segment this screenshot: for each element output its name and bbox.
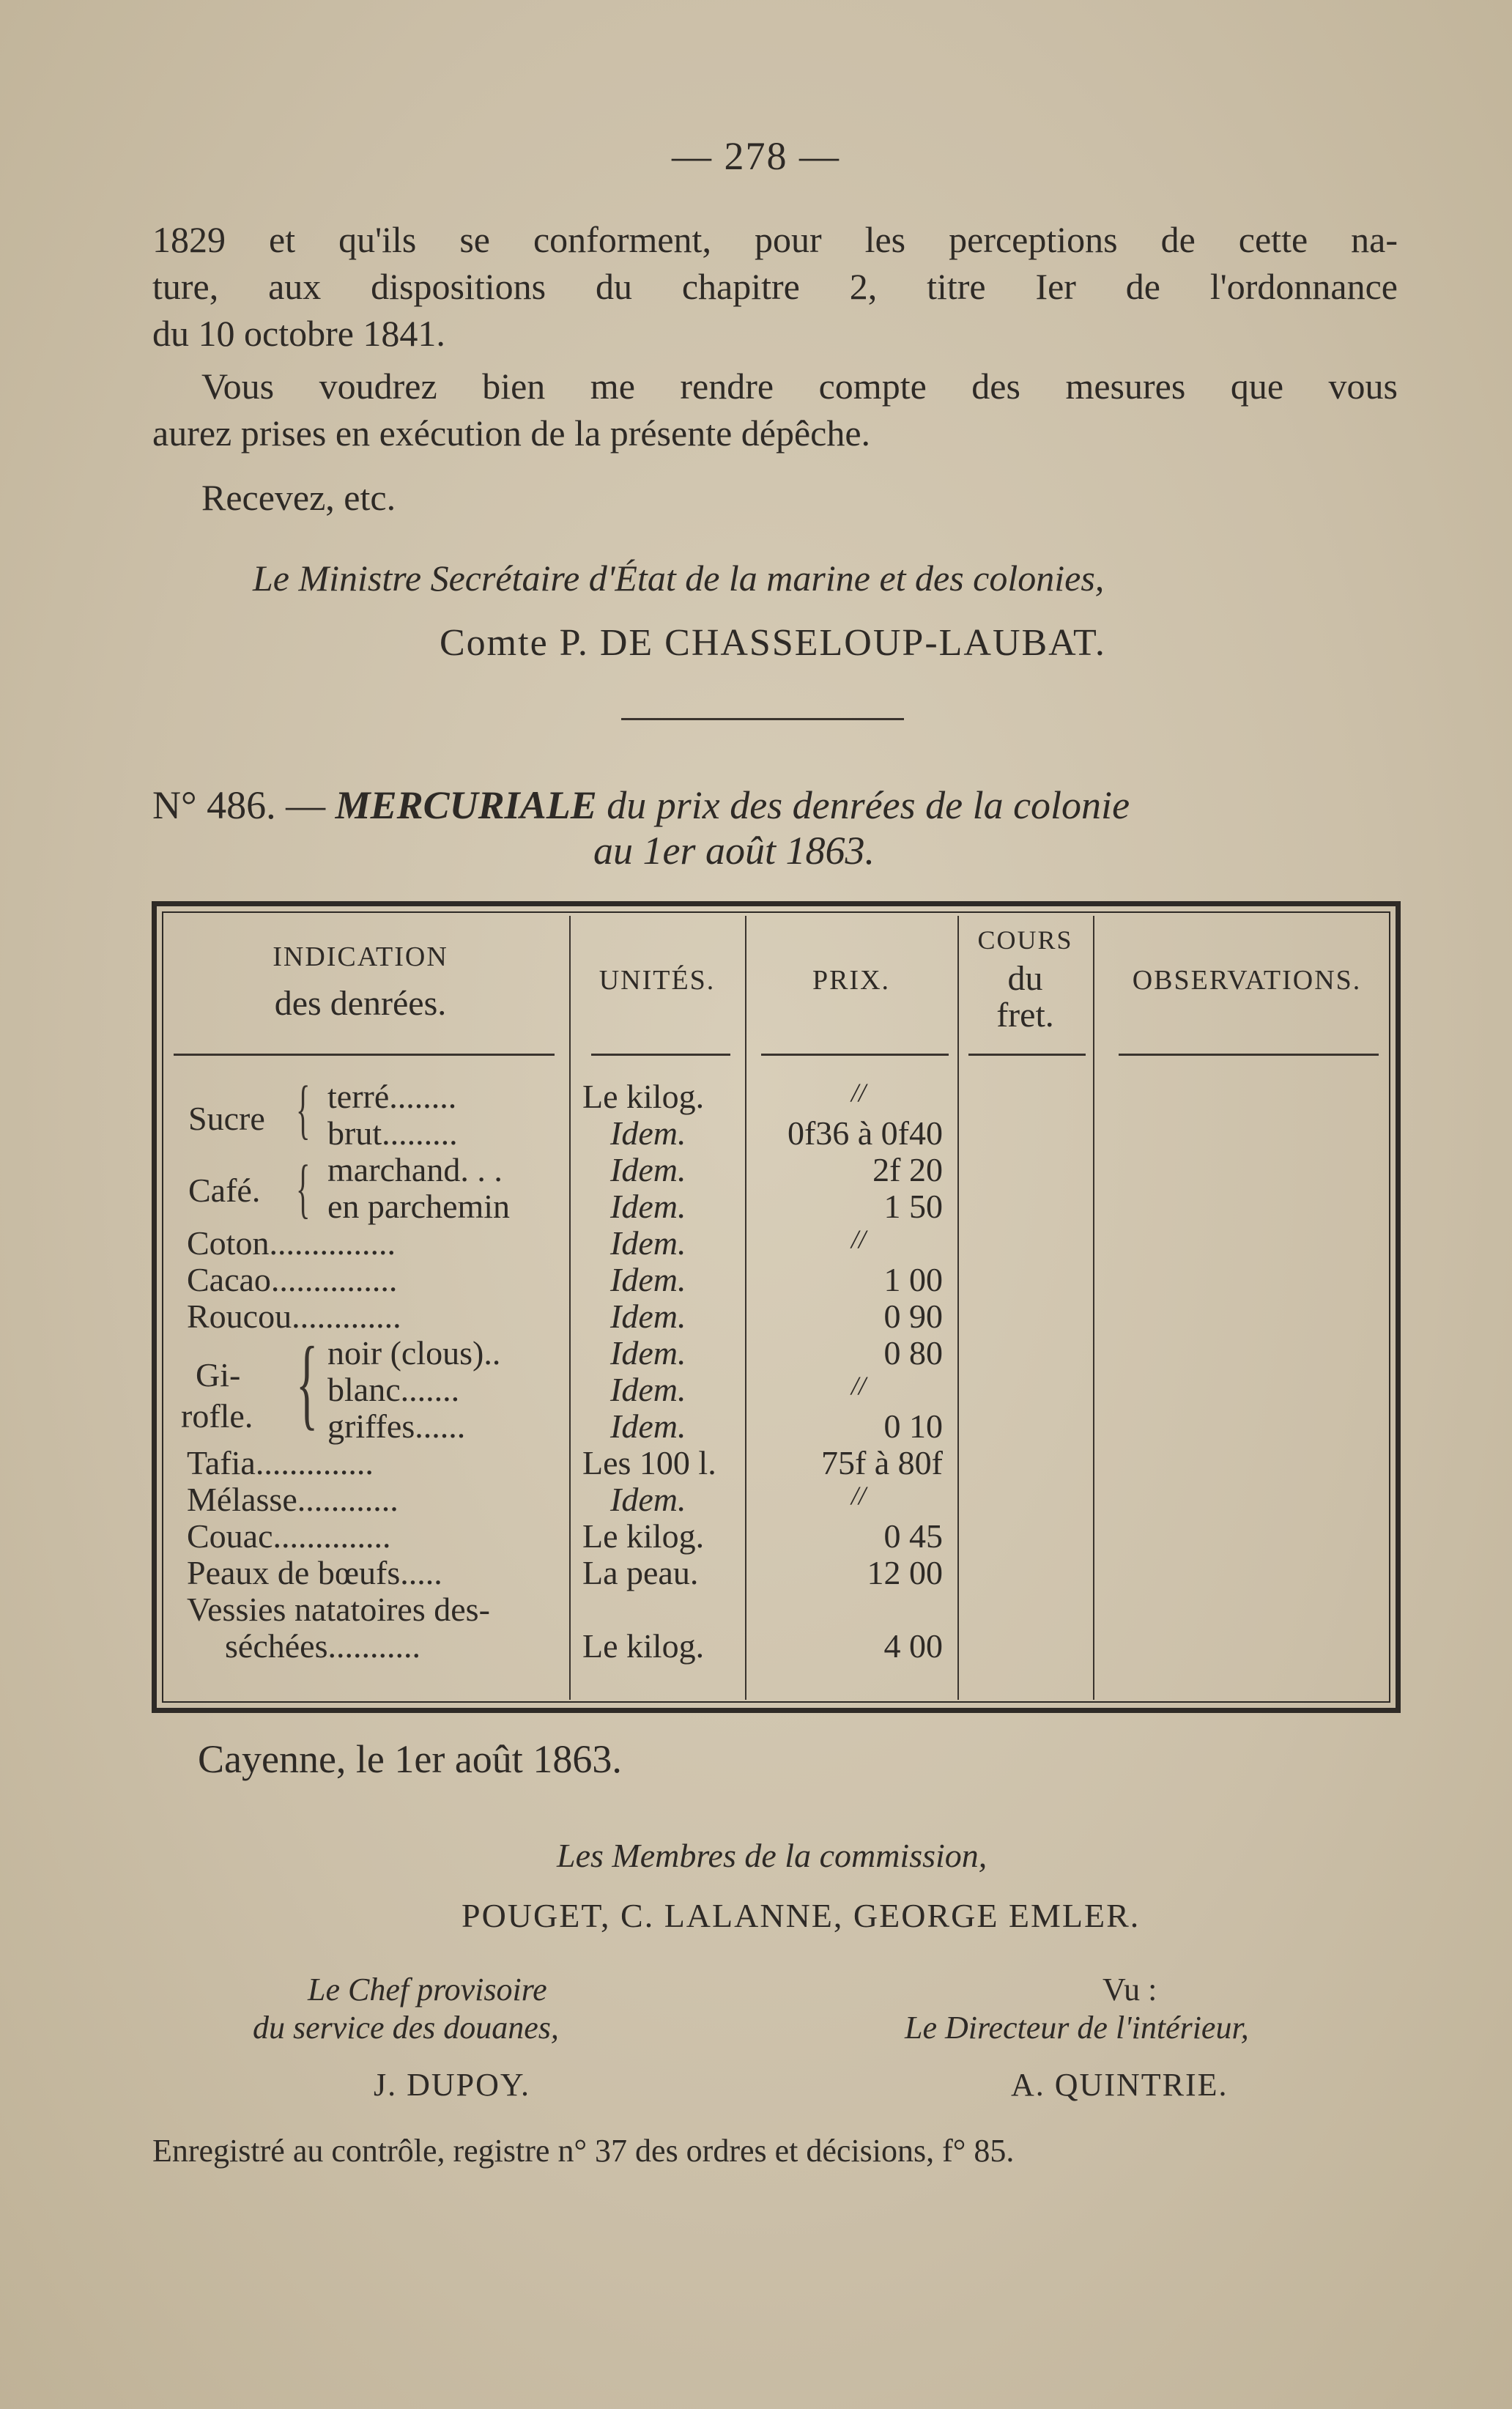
table-row-unit: Idem. — [610, 1334, 686, 1372]
brace-sucre: { — [296, 1073, 311, 1146]
group-label-girofle: rofle. — [181, 1397, 253, 1435]
table-row-price: 0 10 — [883, 1407, 943, 1445]
table-row-price: 12 00 — [867, 1554, 943, 1591]
header-cours-du: du — [1007, 959, 1043, 998]
table-row-label: Vessies natatoires des- — [187, 1591, 490, 1628]
column-divider — [1093, 916, 1094, 1700]
right-signatory-title: Le Directeur de l'intérieur, — [905, 2010, 1249, 2046]
commission-members: POUGET, C. LALANNE, GEORGE EMLER. — [462, 1897, 1141, 1934]
table-row-label: Tafia.............. — [187, 1444, 374, 1481]
heading-keyword: MERCURIALE — [335, 783, 597, 827]
table-row-label: Cacao............... — [187, 1261, 398, 1298]
table-row-unit: Le kilog. — [582, 1078, 705, 1115]
table-row-label: terré........ — [327, 1078, 457, 1115]
header-rule — [761, 1054, 949, 1056]
right-signatory-name: A. QUINTRIE. — [1011, 2067, 1228, 2103]
table-row-price: // — [851, 1078, 867, 1107]
table-row-label: marchand. . . — [327, 1151, 503, 1188]
table-row-price: 1 50 — [883, 1188, 943, 1225]
table-row-unit: Le kilog. — [582, 1627, 705, 1665]
table-row-label: Coton............... — [187, 1224, 396, 1262]
table-row-unit: Idem. — [610, 1481, 686, 1518]
table-row-unit: Idem. — [610, 1224, 686, 1262]
header-indication: INDICATION — [273, 941, 448, 972]
table-row-unit: Idem. — [610, 1407, 686, 1445]
brace-cafe: { — [296, 1152, 311, 1225]
table-row-unit: Idem. — [610, 1114, 686, 1152]
table-row-price: 0f36 à 0f40 — [787, 1114, 943, 1152]
table-row-price: 1 00 — [883, 1261, 943, 1298]
header-denrees: des denrées. — [274, 984, 447, 1023]
table-row-label: Roucou............. — [187, 1298, 401, 1335]
minister-name: Comte P. DE CHASSELOUP-LAUBAT. — [440, 622, 1106, 664]
table-row-label: blanc....... — [327, 1371, 460, 1408]
price-table — [152, 901, 1401, 1713]
table-row-label: Peaux de bœufs..... — [187, 1554, 442, 1591]
commission-title: Les Membres de la commission, — [557, 1837, 987, 1874]
table-row-price: // — [851, 1481, 867, 1510]
table-row-label: brut......... — [327, 1114, 458, 1152]
brace-girofle: { — [296, 1326, 319, 1440]
page-number: — 278 — — [672, 134, 840, 178]
registration-note: Enregistré au contrôle, registre n° 37 des ordres et décisions, f° 85. — [152, 2133, 1015, 2169]
group-label-cafe: Café. — [188, 1172, 261, 1209]
body-line: 1829 et qu'ils se conforment, pour les perceptions de cette na- — [152, 219, 1398, 260]
body-line: ture, aux dispositions du chapitre 2, titre Ier de l'ordonnance — [152, 266, 1398, 307]
heading-dash: — — [286, 783, 326, 827]
table-row-unit: Idem. — [610, 1298, 686, 1335]
table-row-unit: Idem. — [610, 1261, 686, 1298]
place-date: Cayenne, le 1er août 1863. — [198, 1737, 622, 1781]
table-row-unit: Le kilog. — [582, 1517, 705, 1555]
group-label-sucre: Sucre — [188, 1100, 265, 1137]
table-row-label: séchées........... — [225, 1627, 420, 1665]
minister-title: Le Ministre Secrétaire d'État de la marine et des colonies, — [253, 558, 1105, 599]
column-divider — [569, 916, 571, 1700]
table-row-label: Couac.............. — [187, 1517, 391, 1555]
closing-formula: Recevez, etc. — [201, 477, 396, 518]
header-observations: OBSERVATIONS. — [1132, 965, 1362, 996]
table-row-price: 0 45 — [883, 1517, 943, 1555]
header-rule — [591, 1054, 730, 1056]
body-line: aurez prises en exécution de la présente dépêche. — [152, 412, 871, 454]
table-row-unit: Idem. — [610, 1188, 686, 1225]
table-row-price: 0 90 — [883, 1298, 943, 1335]
header-rule — [1119, 1054, 1379, 1056]
body-line: Vous voudrez bien me rendre compte des mesures que vous — [201, 366, 1398, 407]
table-row-price: 2f 20 — [872, 1151, 943, 1188]
heading-rest: du prix des denrées de la colonie — [607, 783, 1130, 827]
group-label-girofle: Gi- — [196, 1356, 241, 1394]
table-row-unit: La peau. — [582, 1554, 699, 1591]
left-signatory-title: du service des douanes, — [253, 2010, 559, 2046]
table-row-price: // — [851, 1224, 867, 1254]
header-rule — [174, 1054, 555, 1056]
document-heading — [152, 782, 1130, 828]
heading-date: au 1er août 1863. — [593, 829, 875, 873]
table-row-unit: Les 100 l. — [582, 1444, 716, 1481]
header-rule — [968, 1054, 1086, 1056]
table-row-label: Mélasse............ — [187, 1481, 399, 1518]
table-row-unit: Idem. — [610, 1371, 686, 1408]
right-signatory-title: Vu : — [1102, 1972, 1157, 2008]
header-cours: COURS — [977, 925, 1073, 955]
table-row-label: en parchemin — [327, 1188, 511, 1225]
left-signatory-title: Le Chef provisoire — [308, 1972, 547, 2008]
header-cours-fret: fret. — [996, 996, 1054, 1035]
header-prix: PRIX. — [812, 965, 891, 996]
table-row-price: 75f à 80f — [820, 1444, 943, 1481]
header-unites: UNITÉS. — [598, 965, 716, 996]
table-row-price: // — [851, 1371, 867, 1400]
document-number: N° 486. — [152, 783, 276, 827]
table-row-unit: Idem. — [610, 1151, 686, 1188]
table-row-label: griffes...... — [327, 1407, 466, 1445]
table-row-price: 4 00 — [883, 1627, 943, 1665]
left-signatory-name: J. DUPOY. — [374, 2067, 531, 2103]
body-line: du 10 octobre 1841. — [152, 313, 445, 354]
table-row-label: noir (clous).. — [327, 1334, 501, 1372]
column-divider — [745, 916, 746, 1700]
section-divider — [621, 718, 904, 720]
table-row-price: 0 80 — [883, 1334, 943, 1372]
